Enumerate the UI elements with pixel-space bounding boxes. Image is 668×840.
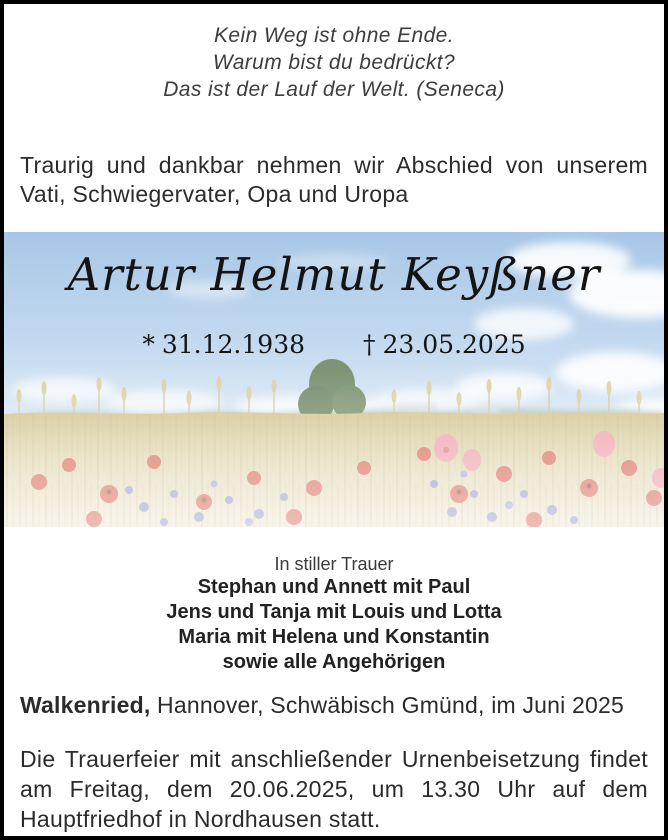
mourner-line: sowie alle Angehörigen — [222, 651, 446, 673]
mourner-line: Stephan und Annett mit Paul — [197, 576, 471, 598]
mourners-heading: In stiller Trauer — [274, 554, 394, 574]
hometown-label: Walkenried, — [20, 692, 151, 718]
death-date-group — [363, 330, 526, 359]
epigraph-quote — [14, 22, 654, 103]
born-asterisk-icon: * — [142, 330, 155, 359]
life-dates — [4, 330, 664, 359]
other-places-and-date: Hannover, Schwäbisch Gmünd, im Juni 2025 — [150, 692, 625, 718]
mourners-block — [4, 553, 664, 675]
birth-date: 31.12.1938 — [161, 330, 305, 359]
mourner-line: Maria mit Helena und Konstantin — [178, 626, 490, 648]
death-date: 23.05.2025 — [382, 330, 526, 359]
funeral-announcement: Die Trauerfeier mit anschließender Urnenbeisetzung findet am Freitag, dem 20.06.2025, um 13.30 Uhr auf dem Hauptfriedhof in Nordhausen statt. — [20, 746, 648, 832]
birth-date-group — [142, 330, 305, 359]
quote-line: Warum bist du bedrückt? — [212, 51, 456, 74]
location-date-line — [20, 692, 648, 718]
memorial-photo — [4, 232, 664, 527]
quote-line: Kein Weg ist ohne Ende. — [214, 24, 454, 47]
died-cross-icon: † — [363, 330, 376, 359]
farewell-paragraph: Traurig und dankbar nehmen wir Abschied von unserem Vati, Schwiegervater, Opa und Uropa — [20, 152, 648, 207]
mourner-line: Jens und Tanja mit Louis und Lotta — [166, 601, 502, 623]
quote-line: Das ist der Lauf der Welt. (Seneca) — [163, 78, 505, 101]
deceased-name: Artur Helmut Keyßner — [67, 248, 601, 301]
